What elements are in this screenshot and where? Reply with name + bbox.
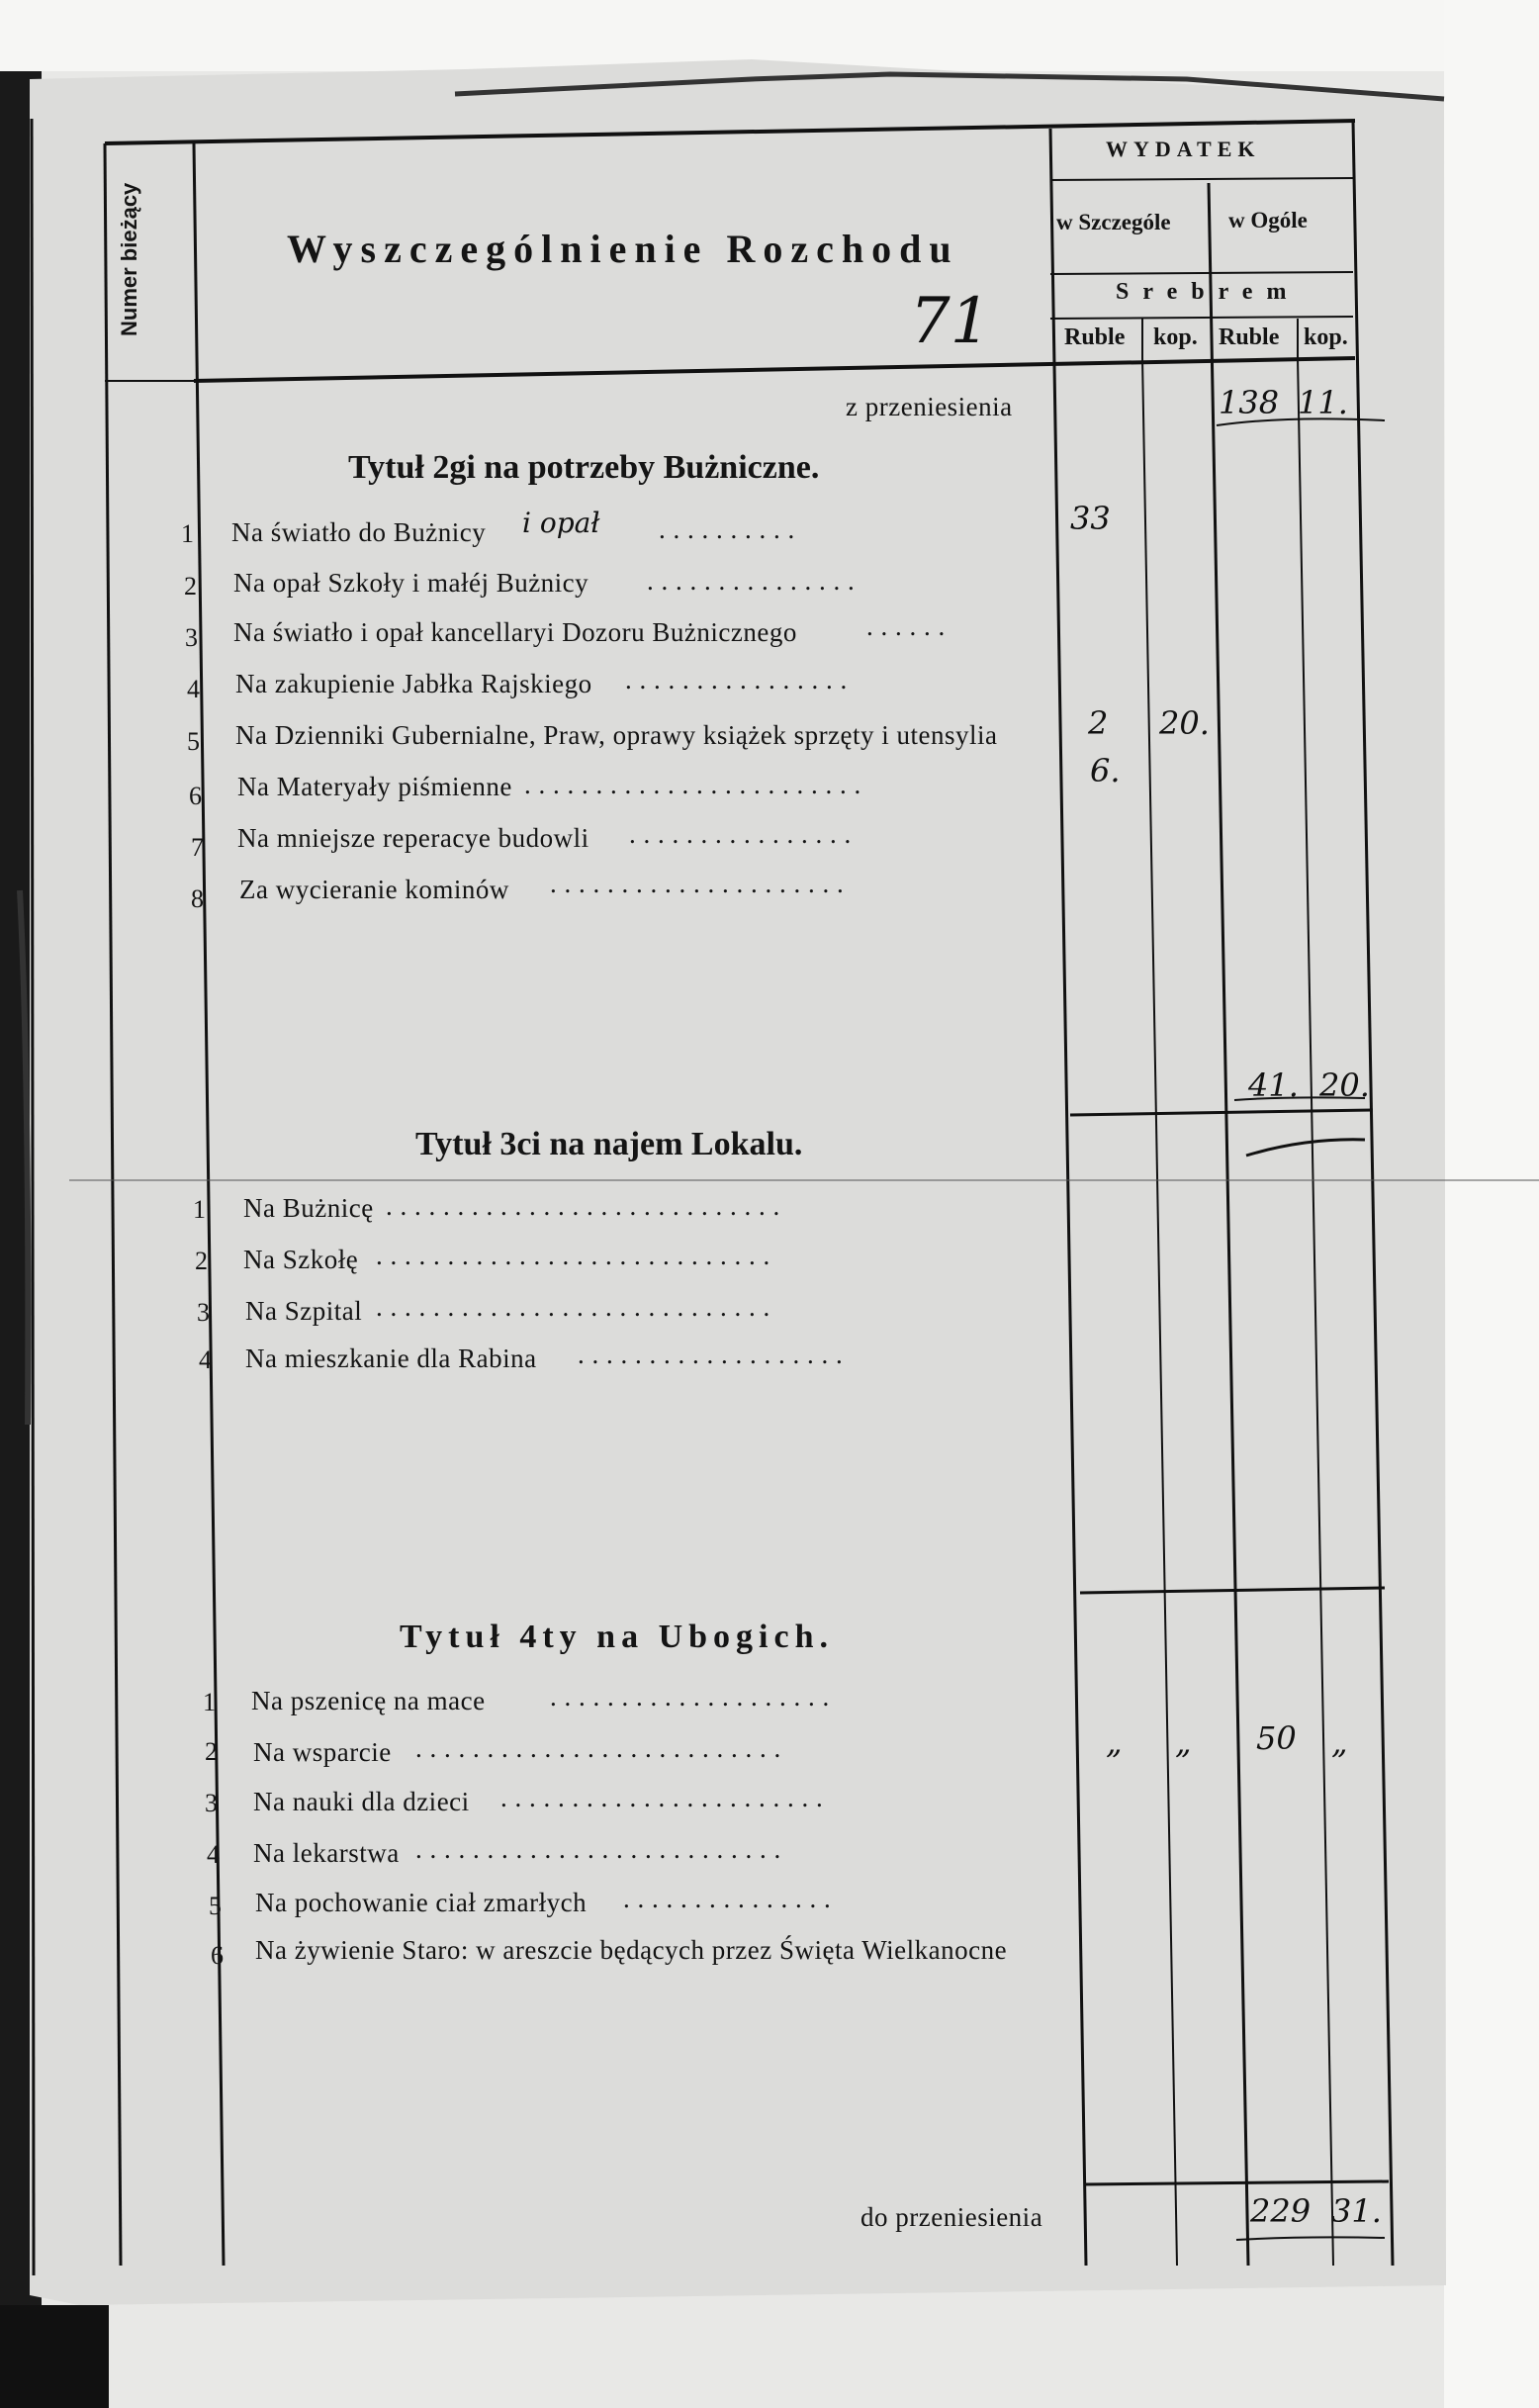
row-text: Na światło i opał kancellaryi Dozoru Bużnicznego [233, 617, 797, 647]
row-leader: . . . . . . . . . . . . . . . . . . . . . . . . . . [415, 1834, 781, 1864]
row-text: Na mniejsze reperacye budowli [237, 823, 589, 853]
row-text: Na opał Szkoły i małéj Bużnicy [233, 568, 589, 598]
row-leader: . . . . . . . . . . . . . . . . . . . . . . . . . . . . [376, 1292, 770, 1322]
row-text: Na zakupienie Jabłka Rajskiego [235, 669, 592, 698]
section2-total-ruble: 41. [1248, 1066, 1299, 1104]
row-text: Na lekarstwa [253, 1838, 400, 1868]
header-w-ogole: w Ogóle [1228, 208, 1308, 232]
row-number: 1 [203, 1688, 216, 1716]
row-leader: . . . . . . . . . . . . . . . . [625, 665, 848, 695]
row-leader: . . . . . . . . . . . . . . . . . . . . . . . . [524, 770, 861, 799]
row-number: 4 [187, 675, 200, 703]
row-total-ruble: 50 [1256, 1719, 1297, 1757]
row-leader: . . . . . . . . . . . . . . . [623, 1884, 832, 1913]
row-leader: . . . . . . . . . . . . . . . . . . . . . . . . . . [415, 1733, 781, 1763]
row-text: Na Materyały piśmienne [237, 772, 512, 801]
row-kop: 20. [1159, 704, 1210, 742]
row-text: Na Bużnicę [243, 1193, 374, 1223]
column-header-number: Numer bieżący [117, 182, 141, 336]
row-note: i opał [522, 507, 600, 539]
row-number: 4 [207, 1840, 220, 1869]
carry-in-kop: 11. [1298, 384, 1348, 421]
header-kop-total: kop. [1304, 324, 1348, 350]
page-title: Wyszczególnienie Rozchodu [287, 227, 959, 271]
page-number-mark: 71 [910, 285, 991, 358]
row-number: 3 [205, 1789, 218, 1817]
row-leader: . . . . . . [866, 611, 946, 641]
section3-title: Tytuł 3ci na najem Lokalu. [415, 1126, 803, 1162]
row-ruble: 2 [1088, 704, 1109, 742]
row-leader: . . . . . . . . . . . . . . . . . . . . . . . . . . . . [386, 1191, 780, 1221]
header-ruble-total: Ruble [1219, 324, 1280, 350]
row-leader: . . . . . . . . . . [659, 514, 795, 544]
row-text: Na światło do Bużnicy [231, 517, 487, 547]
row-text: Na wsparcie [253, 1737, 392, 1767]
row-leader: . . . . . . . . . . . . . . . . . . . . . [550, 869, 845, 898]
row-leader: . . . . . . . . . . . . . . . [647, 566, 856, 596]
carry-in-label: z przeniesienia [846, 392, 1013, 421]
row-mark-kop: „ [1175, 1723, 1192, 1761]
row-text: Na Szkołę [243, 1245, 359, 1274]
header-w-szczegole: w Szczególe [1056, 210, 1171, 234]
carry-out-kop: 31. [1331, 2192, 1382, 2230]
row-leader: . . . . . . . . . . . . . . . . . . . [578, 1340, 844, 1369]
row-text: Na pochowanie ciał zmarłych [255, 1888, 588, 1917]
row-ruble: 33 [1070, 500, 1111, 537]
section4-title: Tytuł 4ty na Ubogich. [400, 1619, 834, 1655]
carry-in-ruble: 138 [1219, 384, 1280, 421]
header-wydatek: WYDATEK [1106, 137, 1261, 161]
row-text: Na Szpital [245, 1296, 363, 1326]
row-total-kop: „ [1331, 1723, 1348, 1761]
section2-title: Tytuł 2gi na potrzeby Bużniczne. [348, 449, 820, 486]
row-text: Na nauki dla dzieci [253, 1787, 470, 1816]
row-number: 6 [189, 782, 202, 810]
row-number: 2 [184, 572, 197, 601]
section2-total-kop: 20. [1319, 1066, 1370, 1104]
row-number: 2 [205, 1737, 218, 1766]
row-number: 7 [191, 833, 204, 862]
row-text: Na mieszkanie dla Rabina [245, 1343, 537, 1373]
carry-out-ruble: 229 [1250, 2192, 1312, 2230]
header-srebrem: Srebrem [1116, 279, 1301, 305]
header-ruble-detail: Ruble [1064, 324, 1126, 350]
row-leader: . . . . . . . . . . . . . . . . . . . . . . . [500, 1783, 824, 1812]
carry-out-label: do przeniesienia [860, 2202, 1043, 2232]
row-number: 4 [199, 1345, 212, 1374]
row-number: 1 [181, 519, 194, 548]
header-kop-detail: kop. [1153, 324, 1198, 350]
row-number: 3 [197, 1298, 210, 1327]
row-number: 6 [211, 1941, 224, 1970]
row-number: 3 [185, 623, 198, 652]
row-mark-ruble: „ [1106, 1723, 1123, 1761]
row-ruble: 6. [1090, 752, 1121, 789]
row-text: Za wycieranie kominów [239, 875, 509, 904]
row-text: Na pszenicę na mace [251, 1686, 486, 1715]
row-number: 8 [191, 884, 204, 913]
row-number: 5 [209, 1892, 222, 1920]
row-number: 5 [187, 727, 200, 756]
row-text: Na żywienie Staro: w areszcie będących przez Święta Wielkanocne [255, 1935, 1008, 1965]
row-leader: . . . . . . . . . . . . . . . . . . . . . . . . . . . . [376, 1241, 770, 1270]
row-text: Na Dzienniki Gubernialne, Praw, oprawy książek sprzęty i utensylia [235, 720, 998, 750]
row-number: 1 [193, 1195, 206, 1224]
row-number: 2 [195, 1247, 208, 1275]
row-leader: . . . . . . . . . . . . . . . . [629, 819, 852, 849]
row-leader: . . . . . . . . . . . . . . . . . . . . [550, 1682, 830, 1712]
